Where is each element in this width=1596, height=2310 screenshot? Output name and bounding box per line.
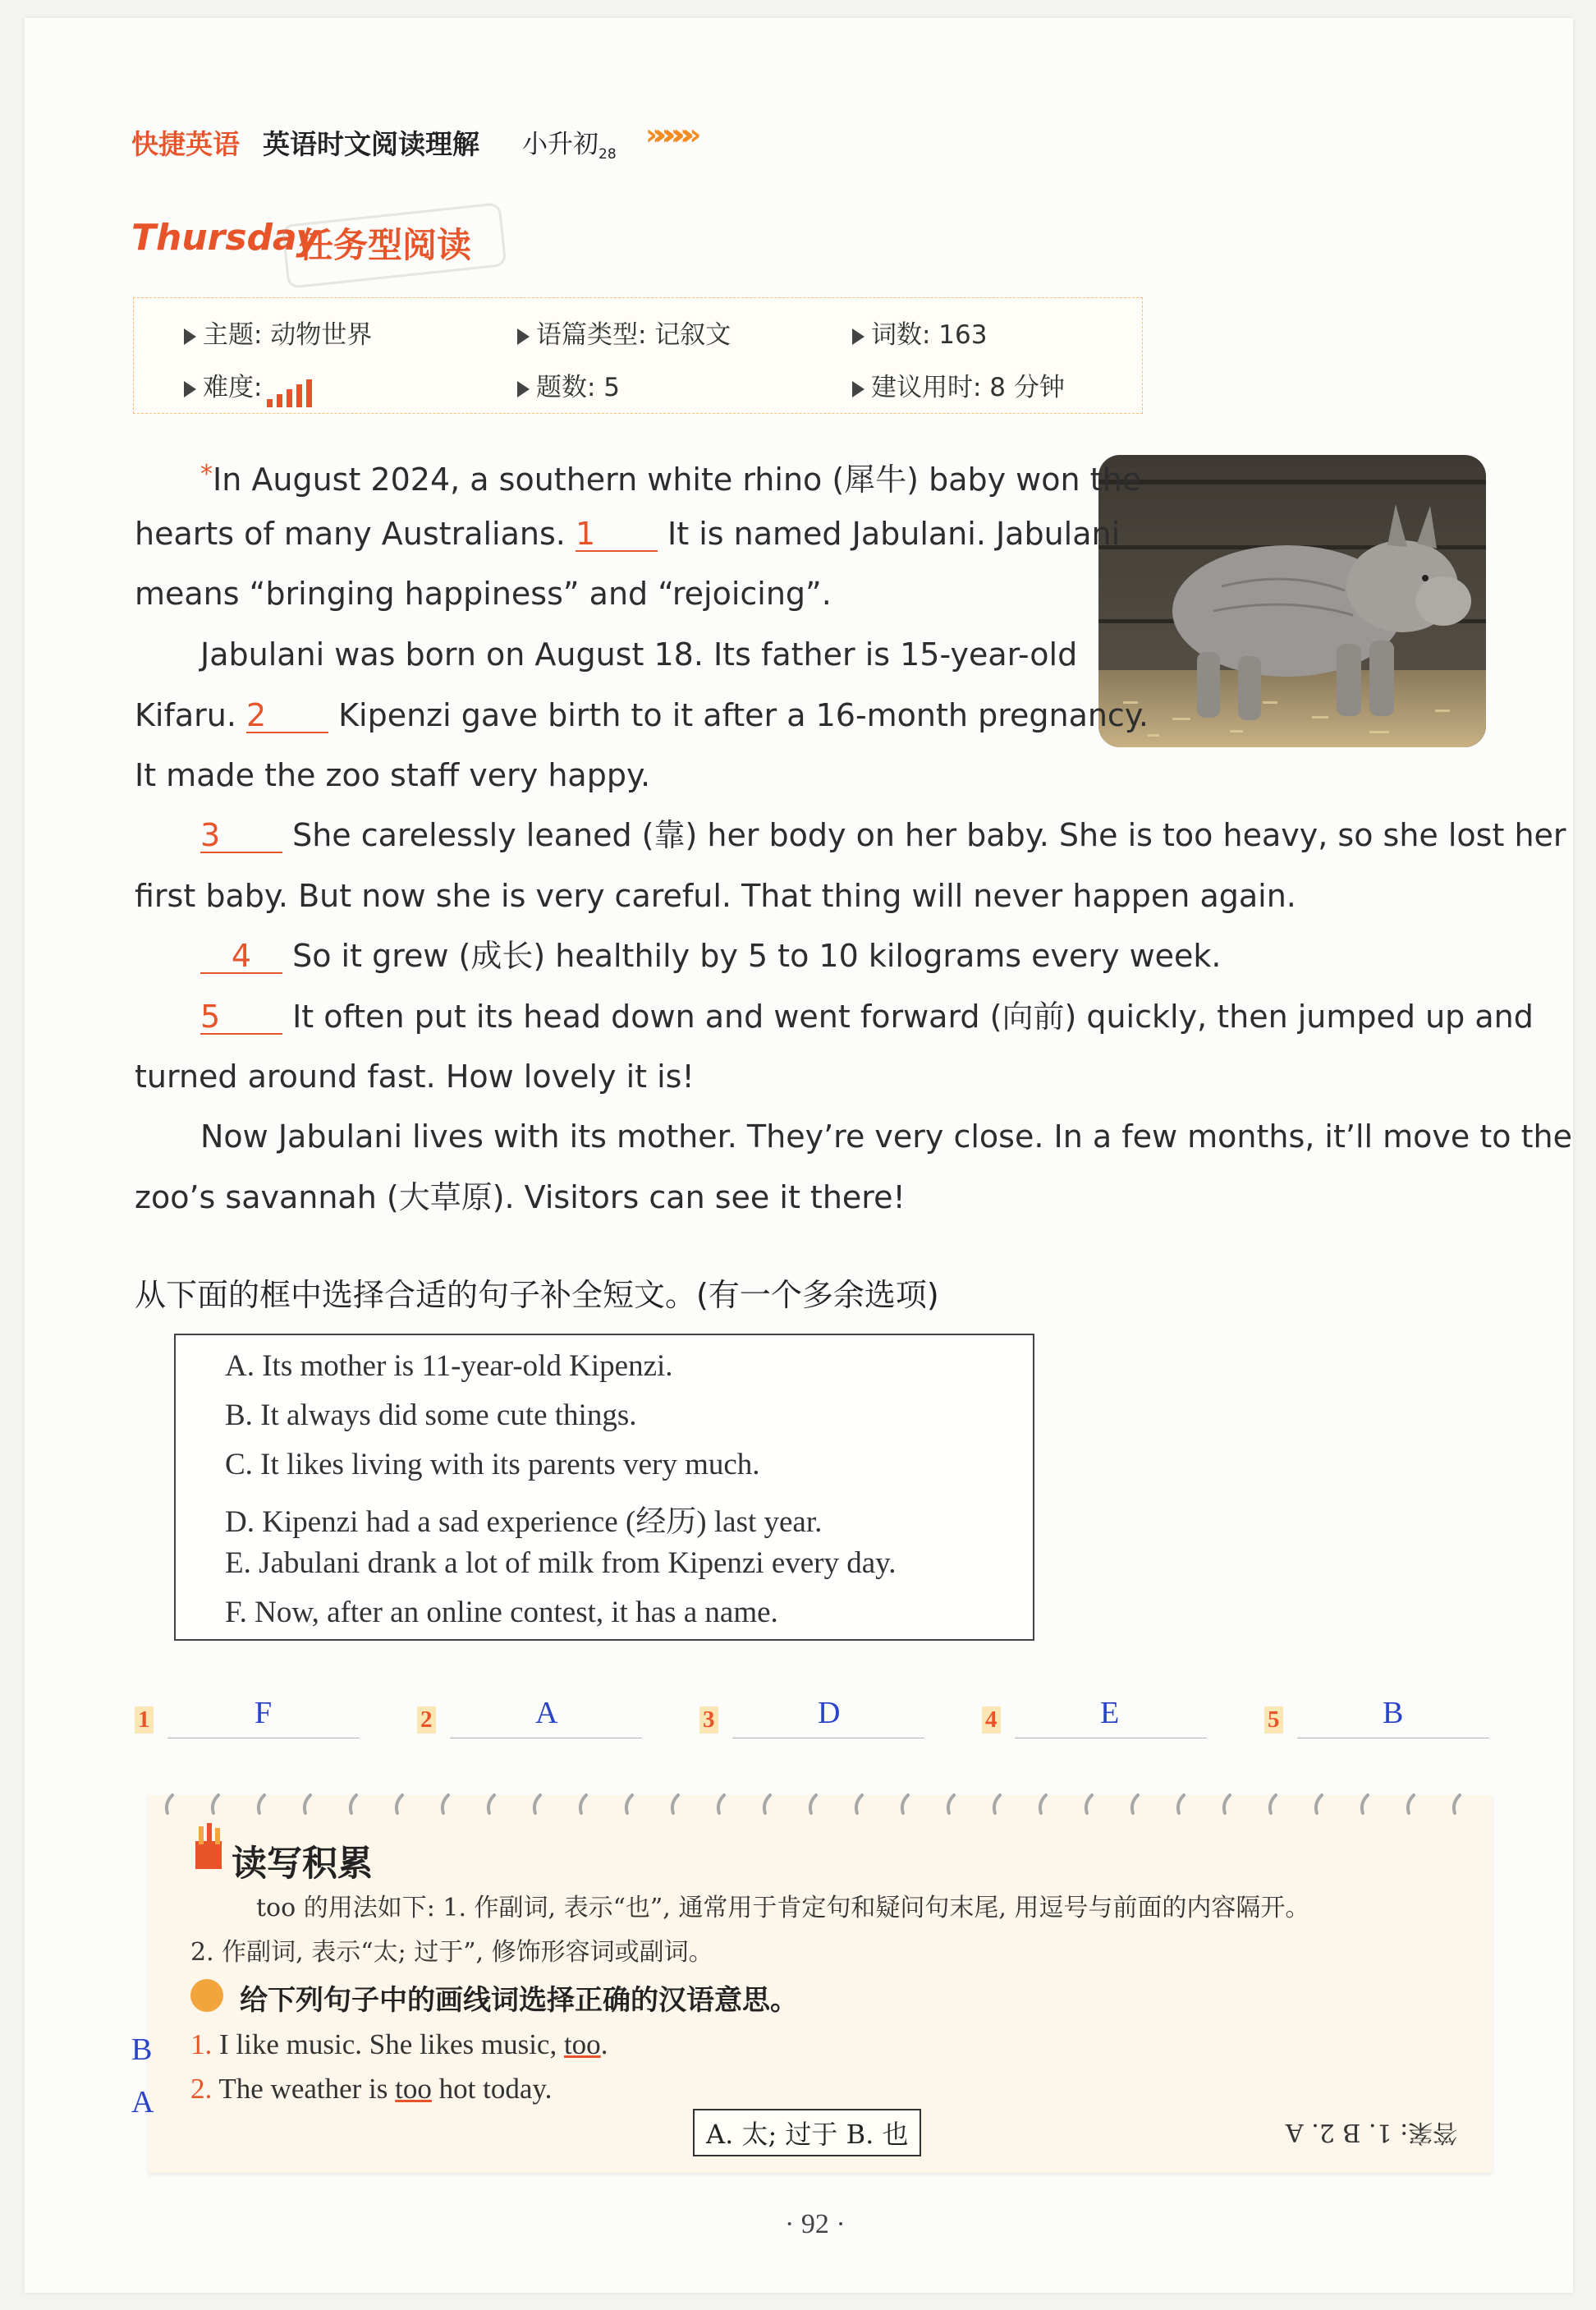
underlined-word: too <box>395 2073 432 2105</box>
arrow-icon <box>852 328 864 345</box>
info-difficulty <box>184 366 316 407</box>
pencil-icon <box>190 1979 223 2012</box>
passage-text: It is named Jabulani. Jabulani <box>667 516 1121 552</box>
passage-text: hearts of many Australians. <box>135 516 566 552</box>
info-questions-text: 题数: 5 <box>536 373 621 402</box>
exercise-text: . <box>600 2028 608 2060</box>
blank-3: 3 <box>200 819 282 853</box>
pencil-cup-icon <box>190 1823 228 1876</box>
option-d: D. Kipenzi had a sad experience (经历) last year. <box>225 1505 823 1539</box>
passage-text: She carelessly leaned (靠) her body on her baby. She is too heavy, so she lost her <box>292 817 1566 853</box>
brand-label: 快捷英语 <box>131 128 240 160</box>
passage-line: Now Jabulani lives with its mother. They’re very close. In a few months, it’ll move to the <box>200 1118 1572 1155</box>
section-type: 任务型阅读 <box>299 225 472 265</box>
answer-number: 2 <box>417 1706 436 1734</box>
answer-number: 3 <box>699 1706 718 1734</box>
info-topic-text: 主题: 动物世界 <box>203 320 373 350</box>
info-time-text: 建议用时: 8 分钟 <box>871 373 1065 402</box>
exercise-number: 1. <box>190 2028 213 2060</box>
level-label <box>522 123 617 163</box>
answer-value: A <box>535 1696 558 1730</box>
usage-line-1: too 的用法如下: 1. 作副词, 表示“也”, 通常用于肯定句和疑问句末尾, 用逗号与前面的内容隔开。 <box>256 1894 1310 1922</box>
info-genre <box>517 314 731 351</box>
info-questions <box>517 366 620 403</box>
passage-line <box>200 458 1142 498</box>
passage-line <box>200 999 1534 1035</box>
star-icon: * <box>200 460 213 489</box>
exercise-sentence-1 <box>190 2028 608 2061</box>
exercise-text: hot today. <box>438 2073 553 2105</box>
exercise-instruction: 给下列句子中的画线词选择正确的汉语意思。 <box>240 1984 798 2017</box>
arrows-icon: »»»»» <box>645 118 692 152</box>
exercise-answer-1: B <box>131 2032 153 2067</box>
notebook-rings <box>156 1789 1486 1821</box>
answer-number: 5 <box>1264 1706 1283 1734</box>
arrow-icon <box>184 381 196 397</box>
level-text: 小升初 <box>522 130 598 159</box>
exercise-number: 2. <box>190 2073 213 2105</box>
blank-1: 1 <box>576 517 658 552</box>
option-e: E. Jabulani drank a lot of milk from Kipenzi every day. <box>225 1546 897 1580</box>
passage-line: Jabulani was born on August 18. Its father is 15-year-old <box>200 636 1078 673</box>
option-a: A. Its mother is 11-year-old Kipenzi. <box>225 1349 673 1383</box>
exercise-sentence-2 <box>190 2073 552 2106</box>
passage-text: Kipenzi gave birth to it after a 16-month pregnancy. <box>338 697 1149 733</box>
passage-line <box>135 697 1149 733</box>
choices-box: A. 太; 过于 B. 也 <box>693 2109 921 2156</box>
underlined-word: too <box>563 2028 601 2060</box>
answer-number: 1 <box>135 1706 154 1734</box>
blank-4: 4 <box>200 939 282 974</box>
difficulty-bars-icon <box>267 378 316 407</box>
passage-text: So it grew (成长) healthily by 5 to 10 kilograms every week. <box>292 938 1222 974</box>
option-f: F. Now, after an online contest, it has a name. <box>225 1596 778 1629</box>
passage-line <box>135 516 1121 552</box>
info-words-text: 词数: 163 <box>871 320 988 350</box>
section-day: Thursday <box>131 217 320 259</box>
page-number: · 92 · <box>785 2209 846 2239</box>
passage-text: In August 2024, a southern white rhino (犀牛) baby won the <box>213 462 1142 498</box>
answer-value: B <box>1383 1696 1404 1730</box>
series-title: 英语时文阅读理解 <box>263 128 479 160</box>
exercise-answer-2: A <box>131 2085 154 2119</box>
option-b: B. It always did some cute things. <box>225 1398 637 1432</box>
info-words <box>852 314 987 351</box>
info-difficulty-text: 难度: <box>203 373 263 402</box>
passage-text: Kifaru. <box>135 697 236 733</box>
passage-line: first baby. But now she is very careful. That thing will never happen again. <box>135 878 1296 914</box>
arrow-icon <box>184 328 196 345</box>
arrow-icon <box>517 328 530 345</box>
blank-2: 2 <box>246 699 328 733</box>
level-sub: 28 <box>598 146 617 163</box>
arrow-icon <box>852 381 864 397</box>
passage-line: zoo’s savannah (大草原). Visitors can see it there! <box>135 1179 906 1215</box>
upside-down-answer: 答案: 1. B 2. A <box>1286 2118 1458 2147</box>
question-instruction: 从下面的框中选择合适的句子补全短文。(有一个多余选项) <box>135 1277 939 1313</box>
passage-line <box>200 939 1222 974</box>
accumulation-title: 读写积累 <box>232 1844 373 1885</box>
info-topic <box>184 314 372 351</box>
answer-value: F <box>255 1696 273 1730</box>
info-time <box>852 366 1065 403</box>
passage-text: It often put its head down and went forward (向前) quickly, then jumped up and <box>292 999 1534 1035</box>
passage-line <box>200 817 1566 853</box>
exercise-text: I like music. She likes music, <box>219 2028 557 2060</box>
rhino-photo <box>1098 455 1486 747</box>
passage-line: means “bringing happiness” and “rejoicing”. <box>135 576 832 612</box>
passage-line: It made the zoo staff very happy. <box>135 757 651 793</box>
answer-value: E <box>1100 1696 1120 1730</box>
option-c: C. It likes living with its parents very much. <box>225 1448 760 1481</box>
arrow-icon <box>517 381 530 397</box>
passage-line: turned around fast. How lovely it is! <box>135 1059 695 1095</box>
answer-value: D <box>818 1696 841 1730</box>
info-genre-text: 语篇类型: 记叙文 <box>536 320 732 350</box>
answer-number: 4 <box>982 1706 1001 1734</box>
blank-5: 5 <box>200 1000 282 1035</box>
exercise-text: The weather is <box>218 2073 388 2105</box>
usage-line-2: 2. 作副词, 表示“太; 过于”, 修饰形容词或副词。 <box>190 1938 713 1967</box>
